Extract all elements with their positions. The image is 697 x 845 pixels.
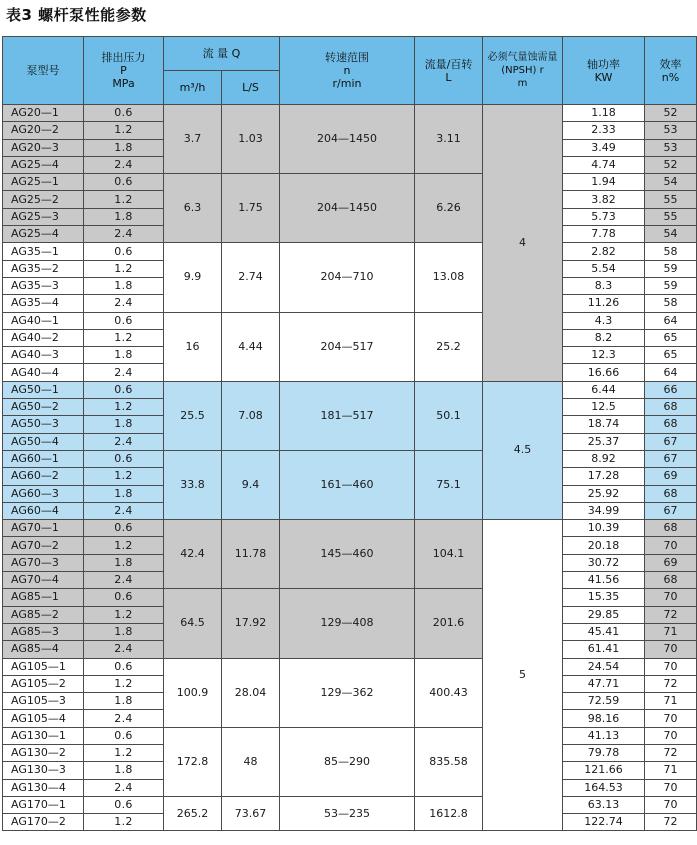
cell-model: AG170—1 — [3, 796, 84, 813]
cell-npsh: 5 — [483, 520, 563, 831]
cell-efficiency: 68 — [645, 572, 697, 589]
cell-flow-m3h: 42.4 — [164, 520, 222, 589]
cell-pressure: 1.8 — [84, 347, 164, 364]
cell-model: AG40—1 — [3, 312, 84, 329]
cell-power: 8.3 — [563, 277, 645, 294]
cell-rev-flow: 835.58 — [415, 727, 483, 796]
cell-pressure: 1.8 — [84, 416, 164, 433]
cell-efficiency: 68 — [645, 399, 697, 416]
table-title: 表3 螺杆泵性能参数 — [6, 6, 147, 24]
cell-pressure: 1.2 — [84, 744, 164, 761]
cell-model: AG35—3 — [3, 277, 84, 294]
cell-flow-ls: 1.03 — [222, 105, 280, 174]
cell-efficiency: 72 — [645, 744, 697, 761]
cell-speed: 53—235 — [280, 796, 415, 831]
cell-efficiency: 68 — [645, 520, 697, 537]
table-row — [3, 520, 697, 537]
cell-flow-ls: 7.08 — [222, 381, 280, 450]
cell-efficiency: 52 — [645, 105, 697, 122]
cell-power: 4.74 — [563, 156, 645, 173]
cell-efficiency: 70 — [645, 589, 697, 606]
cell-model: AG20—3 — [3, 139, 84, 156]
cell-model: AG70—4 — [3, 572, 84, 589]
cell-pressure: 1.2 — [84, 122, 164, 139]
cell-model: AG20—1 — [3, 105, 84, 122]
cell-pressure: 2.4 — [84, 641, 164, 658]
cell-efficiency: 58 — [645, 295, 697, 312]
cell-speed: 129—362 — [280, 658, 415, 727]
cell-model: AG35—2 — [3, 260, 84, 277]
table-row — [3, 450, 697, 467]
cell-efficiency: 71 — [645, 623, 697, 640]
cell-power: 20.18 — [563, 537, 645, 554]
cell-flow-ls: 4.44 — [222, 312, 280, 381]
cell-power: 1.94 — [563, 174, 645, 191]
cell-power: 12.5 — [563, 399, 645, 416]
header-flow-m3h: m³/h — [164, 71, 222, 105]
cell-model: AG130—4 — [3, 779, 84, 796]
cell-flow-ls: 2.74 — [222, 243, 280, 312]
header-efficiency: 效率 n% — [645, 37, 697, 105]
cell-rev-flow: 3.11 — [415, 105, 483, 174]
cell-efficiency: 53 — [645, 139, 697, 156]
cell-speed: 181—517 — [280, 381, 415, 450]
header-npsh: 必须气量蚀需量 (NPSH) r m — [483, 37, 563, 105]
cell-power: 2.33 — [563, 122, 645, 139]
cell-flow-m3h: 3.7 — [164, 105, 222, 174]
cell-efficiency: 55 — [645, 208, 697, 225]
cell-model: AG70—3 — [3, 554, 84, 571]
cell-efficiency: 70 — [645, 779, 697, 796]
cell-pressure: 2.4 — [84, 295, 164, 312]
cell-efficiency: 70 — [645, 727, 697, 744]
cell-model: AG105—2 — [3, 675, 84, 692]
header-flow: 流 量 Q — [164, 37, 280, 71]
cell-efficiency: 65 — [645, 329, 697, 346]
cell-flow-m3h: 9.9 — [164, 243, 222, 312]
cell-pressure: 1.2 — [84, 537, 164, 554]
cell-pressure: 0.6 — [84, 105, 164, 122]
cell-efficiency: 64 — [645, 312, 697, 329]
cell-power: 24.54 — [563, 658, 645, 675]
cell-model: AG70—2 — [3, 537, 84, 554]
cell-pressure: 1.2 — [84, 468, 164, 485]
cell-power: 41.56 — [563, 572, 645, 589]
cell-rev-flow: 13.08 — [415, 243, 483, 312]
cell-power: 29.85 — [563, 606, 645, 623]
cell-power: 121.66 — [563, 762, 645, 779]
cell-model: AG85—3 — [3, 623, 84, 640]
cell-pressure: 2.4 — [84, 710, 164, 727]
cell-flow-m3h: 33.8 — [164, 450, 222, 519]
cell-power: 34.99 — [563, 502, 645, 519]
cell-rev-flow: 6.26 — [415, 174, 483, 243]
header-flow-ls: L/S — [222, 71, 280, 105]
cell-model: AG25—3 — [3, 208, 84, 225]
cell-pressure: 1.8 — [84, 693, 164, 710]
cell-npsh: 4 — [483, 105, 563, 382]
cell-model: AG35—1 — [3, 243, 84, 260]
cell-efficiency: 59 — [645, 277, 697, 294]
cell-model: AG50—3 — [3, 416, 84, 433]
cell-model: AG20—2 — [3, 122, 84, 139]
cell-npsh: 4.5 — [483, 381, 563, 519]
cell-pressure: 0.6 — [84, 658, 164, 675]
cell-pressure: 1.2 — [84, 814, 164, 831]
cell-model: AG50—2 — [3, 399, 84, 416]
cell-model: AG105—3 — [3, 693, 84, 710]
cell-pressure: 1.8 — [84, 623, 164, 640]
table-row — [3, 381, 697, 398]
cell-speed: 204—1450 — [280, 105, 415, 174]
header-speed: 转速范围 n r/min — [280, 37, 415, 105]
cell-power: 79.78 — [563, 744, 645, 761]
cell-rev-flow: 400.43 — [415, 658, 483, 727]
cell-power: 63.13 — [563, 796, 645, 813]
cell-flow-m3h: 16 — [164, 312, 222, 381]
cell-rev-flow: 104.1 — [415, 520, 483, 589]
cell-model: AG70—1 — [3, 520, 84, 537]
cell-pressure: 1.2 — [84, 675, 164, 692]
cell-flow-ls: 48 — [222, 727, 280, 796]
cell-efficiency: 72 — [645, 675, 697, 692]
cell-pressure: 1.2 — [84, 191, 164, 208]
cell-power: 17.28 — [563, 468, 645, 485]
cell-flow-m3h: 64.5 — [164, 589, 222, 658]
cell-efficiency: 70 — [645, 537, 697, 554]
cell-flow-ls: 17.92 — [222, 589, 280, 658]
cell-pressure: 1.8 — [84, 762, 164, 779]
cell-rev-flow: 1612.8 — [415, 796, 483, 831]
cell-pressure: 0.6 — [84, 727, 164, 744]
cell-efficiency: 55 — [645, 191, 697, 208]
cell-rev-flow: 50.1 — [415, 381, 483, 450]
cell-rev-flow: 25.2 — [415, 312, 483, 381]
cell-power: 45.41 — [563, 623, 645, 640]
cell-power: 30.72 — [563, 554, 645, 571]
cell-model: AG60—4 — [3, 502, 84, 519]
cell-pressure: 2.4 — [84, 364, 164, 381]
cell-power: 164.53 — [563, 779, 645, 796]
header-pressure: 排出压力 P MPa — [84, 37, 164, 105]
cell-model: AG85—1 — [3, 589, 84, 606]
cell-model: AG130—1 — [3, 727, 84, 744]
cell-efficiency: 70 — [645, 658, 697, 675]
table-row — [3, 658, 697, 675]
cell-model: AG85—4 — [3, 641, 84, 658]
cell-pressure: 2.4 — [84, 226, 164, 243]
cell-efficiency: 65 — [645, 347, 697, 364]
table-row — [3, 796, 697, 813]
cell-power: 10.39 — [563, 520, 645, 537]
cell-flow-ls: 9.4 — [222, 450, 280, 519]
cell-pressure: 0.6 — [84, 589, 164, 606]
cell-model: AG25—4 — [3, 226, 84, 243]
cell-power: 2.82 — [563, 243, 645, 260]
cell-efficiency: 59 — [645, 260, 697, 277]
table-row — [3, 589, 697, 606]
cell-efficiency: 58 — [645, 243, 697, 260]
cell-power: 11.26 — [563, 295, 645, 312]
cell-power: 4.3 — [563, 312, 645, 329]
cell-efficiency: 71 — [645, 693, 697, 710]
cell-pressure: 2.4 — [84, 572, 164, 589]
cell-model: AG85—2 — [3, 606, 84, 623]
cell-power: 98.16 — [563, 710, 645, 727]
cell-power: 5.54 — [563, 260, 645, 277]
table-row — [3, 105, 697, 122]
cell-model: AG35—4 — [3, 295, 84, 312]
cell-power: 8.92 — [563, 450, 645, 467]
table-body — [3, 105, 697, 831]
cell-flow-ls: 1.75 — [222, 174, 280, 243]
cell-power: 16.66 — [563, 364, 645, 381]
cell-speed: 204—710 — [280, 243, 415, 312]
cell-model: AG40—3 — [3, 347, 84, 364]
cell-model: AG25—1 — [3, 174, 84, 191]
cell-pressure: 1.8 — [84, 208, 164, 225]
cell-model: AG40—2 — [3, 329, 84, 346]
cell-power: 12.3 — [563, 347, 645, 364]
cell-pressure: 2.4 — [84, 779, 164, 796]
cell-model: AG60—1 — [3, 450, 84, 467]
header-rev-flow: 流量/百转 L — [415, 37, 483, 105]
cell-power: 47.71 — [563, 675, 645, 692]
cell-flow-ls: 11.78 — [222, 520, 280, 589]
cell-pressure: 1.2 — [84, 606, 164, 623]
cell-pressure: 1.2 — [84, 260, 164, 277]
cell-speed: 204—1450 — [280, 174, 415, 243]
cell-efficiency: 70 — [645, 796, 697, 813]
cell-power: 7.78 — [563, 226, 645, 243]
cell-efficiency: 67 — [645, 502, 697, 519]
cell-pressure: 1.8 — [84, 277, 164, 294]
cell-pressure: 0.6 — [84, 312, 164, 329]
cell-speed: 161—460 — [280, 450, 415, 519]
cell-model: AG50—1 — [3, 381, 84, 398]
cell-efficiency: 52 — [645, 156, 697, 173]
cell-power: 8.2 — [563, 329, 645, 346]
cell-power: 61.41 — [563, 641, 645, 658]
cell-pressure: 0.6 — [84, 243, 164, 260]
cell-model: AG130—3 — [3, 762, 84, 779]
cell-model: AG105—4 — [3, 710, 84, 727]
cell-power: 3.49 — [563, 139, 645, 156]
cell-pressure: 1.2 — [84, 399, 164, 416]
cell-model: AG50—4 — [3, 433, 84, 450]
cell-pressure: 1.2 — [84, 329, 164, 346]
cell-pressure: 1.8 — [84, 485, 164, 502]
cell-model: AG60—2 — [3, 468, 84, 485]
cell-efficiency: 54 — [645, 226, 697, 243]
cell-power: 18.74 — [563, 416, 645, 433]
cell-model: AG25—4 — [3, 156, 84, 173]
cell-flow-m3h: 172.8 — [164, 727, 222, 796]
cell-power: 15.35 — [563, 589, 645, 606]
cell-model: AG130—2 — [3, 744, 84, 761]
cell-flow-m3h: 25.5 — [164, 381, 222, 450]
header-model: 泵型号 — [3, 37, 84, 105]
cell-efficiency: 54 — [645, 174, 697, 191]
cell-efficiency: 72 — [645, 606, 697, 623]
cell-rev-flow: 201.6 — [415, 589, 483, 658]
pump-performance-table — [2, 36, 697, 831]
cell-pressure: 1.8 — [84, 139, 164, 156]
cell-efficiency: 68 — [645, 485, 697, 502]
cell-efficiency: 71 — [645, 762, 697, 779]
cell-speed: 129—408 — [280, 589, 415, 658]
cell-pressure: 0.6 — [84, 381, 164, 398]
cell-model: AG170—2 — [3, 814, 84, 831]
cell-power: 72.59 — [563, 693, 645, 710]
cell-pressure: 0.6 — [84, 450, 164, 467]
cell-speed: 145—460 — [280, 520, 415, 589]
cell-flow-ls: 28.04 — [222, 658, 280, 727]
cell-flow-m3h: 6.3 — [164, 174, 222, 243]
cell-model: AG60—3 — [3, 485, 84, 502]
cell-power: 41.13 — [563, 727, 645, 744]
cell-speed: 85—290 — [280, 727, 415, 796]
cell-flow-m3h: 265.2 — [164, 796, 222, 831]
cell-pressure: 0.6 — [84, 520, 164, 537]
cell-speed: 204—517 — [280, 312, 415, 381]
cell-power: 25.37 — [563, 433, 645, 450]
table-row — [3, 243, 697, 260]
table-row — [3, 312, 697, 329]
cell-efficiency: 68 — [645, 416, 697, 433]
cell-power: 6.44 — [563, 381, 645, 398]
cell-model: AG40—4 — [3, 364, 84, 381]
cell-power: 122.74 — [563, 814, 645, 831]
cell-power: 1.18 — [563, 105, 645, 122]
cell-pressure: 2.4 — [84, 433, 164, 450]
cell-rev-flow: 75.1 — [415, 450, 483, 519]
cell-power: 25.92 — [563, 485, 645, 502]
table-row — [3, 727, 697, 744]
cell-pressure: 0.6 — [84, 174, 164, 191]
cell-flow-ls: 73.67 — [222, 796, 280, 831]
cell-efficiency: 70 — [645, 641, 697, 658]
cell-pressure: 0.6 — [84, 796, 164, 813]
cell-efficiency: 53 — [645, 122, 697, 139]
cell-efficiency: 70 — [645, 710, 697, 727]
cell-efficiency: 72 — [645, 814, 697, 831]
cell-flow-m3h: 100.9 — [164, 658, 222, 727]
cell-efficiency: 69 — [645, 554, 697, 571]
header-power: 轴功率 KW — [563, 37, 645, 105]
cell-model: AG105—1 — [3, 658, 84, 675]
cell-efficiency: 67 — [645, 450, 697, 467]
cell-power: 5.73 — [563, 208, 645, 225]
cell-efficiency: 67 — [645, 433, 697, 450]
cell-power: 3.82 — [563, 191, 645, 208]
cell-pressure: 2.4 — [84, 156, 164, 173]
cell-pressure: 2.4 — [84, 502, 164, 519]
cell-efficiency: 64 — [645, 364, 697, 381]
cell-efficiency: 69 — [645, 468, 697, 485]
cell-pressure: 1.8 — [84, 554, 164, 571]
table-row — [3, 174, 697, 191]
cell-efficiency: 66 — [645, 381, 697, 398]
cell-model: AG25—2 — [3, 191, 84, 208]
